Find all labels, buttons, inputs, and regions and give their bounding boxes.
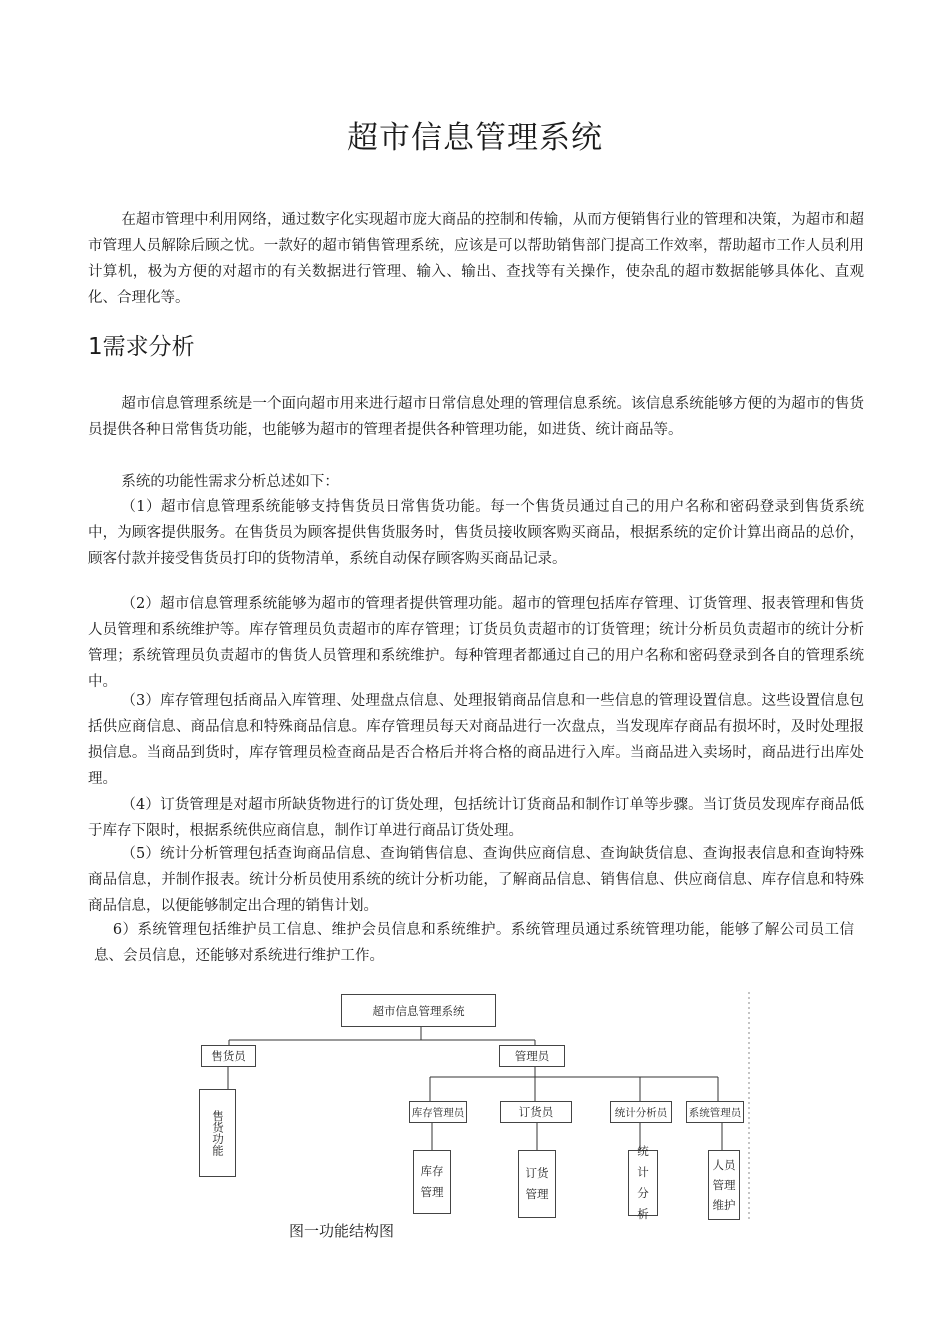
requirement-item-1: （1）超市信息管理系统能够支持售货员日常售货功能。每一个售货员通过自己的用户名称和密码登录到售货系统中，为顾客提供服务。在售货员为顾客提供售货服务时，售货员接收顾客购买商品，根据系统的定价计算出商品的总价，顾客付款并接受售货员打印的货物清单，系统自动保存顾客购买商品记录。 — [88, 499, 864, 567]
requirements-paragraph: 超市信息管理系统是一个面向超市用来进行超市日常信息处理的管理信息系统。该信息系统能够方便的为超市的售货员提供各种日常售货功能，也能够为超市的管理者提供各种管理功能，如进货、统计商品等。 — [88, 396, 864, 438]
diagram-stock-mgmt-node: 库存管理 — [413, 1150, 451, 1214]
diagram-stats-analyst-node: 统计分析员 — [610, 1101, 672, 1123]
diagram-personnel-node: 人员管理维护 — [708, 1150, 740, 1220]
diagram-sales-function-node: 售货功能 — [199, 1089, 236, 1177]
diagram-stats-analysis-node: 统计分析 — [628, 1150, 658, 1216]
requirement-item-4: （4）订货管理是对超市所缺货物进行的订货处理，包括统计订货商品和制作订单等步骤。当订货员发现库存商品低于库存下限时，根据系统供应商信息，制作订单进行商品订货处理。 — [88, 797, 864, 839]
diagram-order-mgmt-node: 订货管理 — [518, 1150, 556, 1218]
diagram-order-clerk-node: 订货员 — [500, 1101, 572, 1123]
diagram-root-node: 超市信息管理系统 — [341, 994, 496, 1027]
requirement-item-2: （2）超市信息管理系统能够为超市的管理者提供管理功能。超市的管理包括库存管理、订货管理、报表管理和售货人员管理和系统维护等。库存管理员负责超市的库存管理；订货员负责超市的订货管理；统计分析员负责超市的统计分析管理；系统管理员负责超市的售货人员管理和系统维护。每种管理者都通过自己的用户名称和密码登录到各自的管理系统中。 — [88, 596, 864, 690]
requirement-item-3: （3）库存管理包括商品入库管理、处理盘点信息、处理报销商品信息和一些信息的管理设置信息。这些设置信息包括供应商信息、商品信息和特殊商品信息。库存管理员每天对商品进行一次盘点，当发现库存商品有损坏时，及时处理报损信息。当商品到货时，库存管理员检查商品是否合格后并将合格的商品进行入库。当商品进入卖场时，商品进行出库处理。 — [88, 693, 864, 787]
diagram-manager-node: 管理员 — [499, 1045, 565, 1067]
intro-paragraph: 在超市管理中利用网络，通过数字化实现超市庞大商品的控制和传输，从而方便销售行业的管理和决策，为超市和超市管理人员解除后顾之忧。一款好的超市销售管理系统，应该是可以帮助销售部门提高工作效率，帮助超市工作人员利用计算机，极为方便的对超市的有关数据进行管理、输入、输出、查找等有关操作，使杂乱的超市数据能够具体化、直观化、合理化等。 — [88, 212, 864, 306]
diagram-salesperson-node: 售货员 — [201, 1045, 256, 1067]
diagram-sys-admin-node: 系统管理员 — [686, 1101, 744, 1123]
diagram-stock-admin-node: 库存管理员 — [409, 1101, 467, 1123]
requirement-item-5: （5）统计分析管理包括查询商品信息、查询销售信息、查询供应商信息、查询缺货信息、查询报表信息和查询特殊商品信息，并制作报表。统计分析员使用系统的统计分析功能，了解商品信息、销售信息、供应商信息、库存信息和特殊商品信息，以便能够制定出合理的销售计划。 — [88, 846, 864, 914]
section-heading: 1需求分析 — [88, 334, 195, 360]
figure-caption: 图一功能结构图 — [289, 1222, 395, 1240]
requirements-summary: 系统的功能性需求分析总述如下： — [121, 474, 339, 490]
requirement-item-6: 6）系统管理包括维护员工信息、维护会员信息和系统维护。系统管理员通过系统管理功能，能够了解公司员工信息、会员信息，还能够对系统进行维护工作。 — [94, 922, 854, 964]
page-title: 超市信息管理系统 — [347, 120, 603, 156]
